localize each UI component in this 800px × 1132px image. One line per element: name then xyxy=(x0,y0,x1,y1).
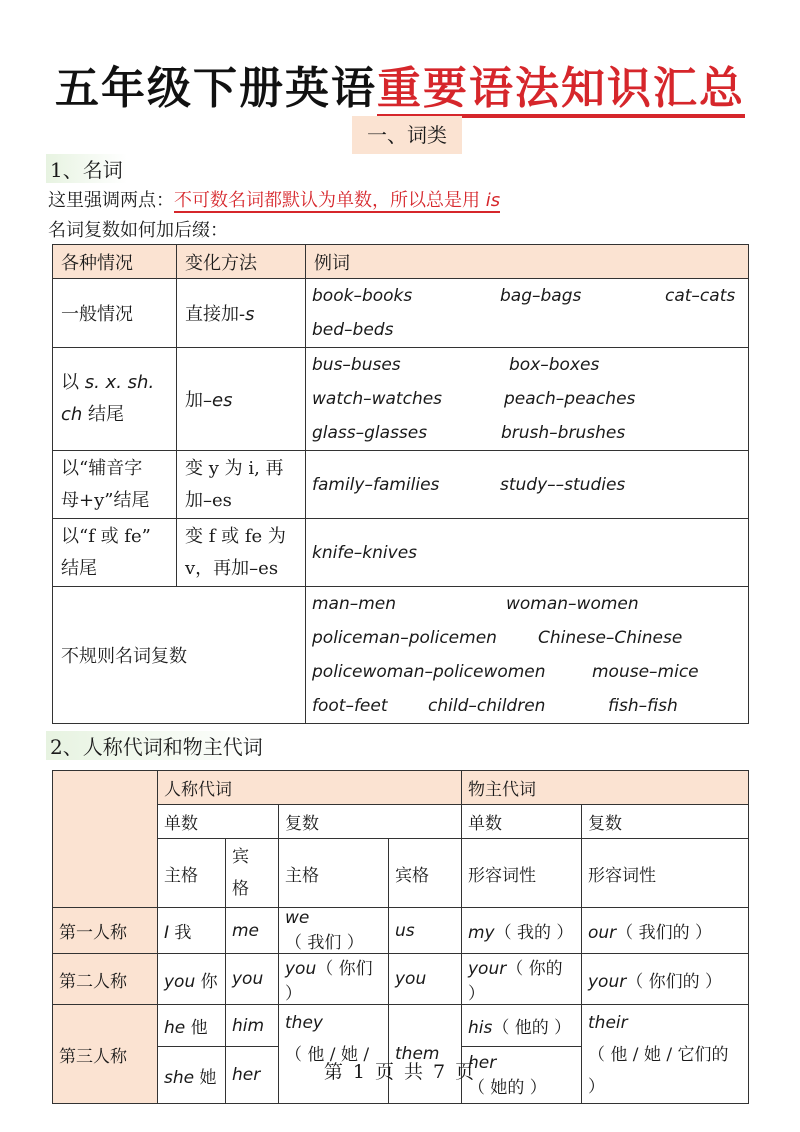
example-word: woman–women xyxy=(506,594,639,614)
examples-cell xyxy=(306,279,749,348)
emphasis-note xyxy=(48,186,500,212)
example-word: mouse–mice xyxy=(592,662,699,682)
example-word: Chinese–Chinese xyxy=(538,628,683,648)
pronoun-en: my xyxy=(468,923,495,943)
example-word: child–children xyxy=(428,696,546,716)
example-word: policewoman–policewomen xyxy=(312,662,546,682)
example-line xyxy=(306,416,748,450)
nouns-heading: 1、名词 xyxy=(46,154,127,183)
method-cell xyxy=(177,279,306,348)
pronoun-cn: 她 xyxy=(194,1067,217,1088)
case-text: 以“辅音字 xyxy=(61,457,143,479)
case-text: 结尾 xyxy=(61,557,97,579)
method-text: 直接加- xyxy=(185,304,246,325)
title-highlight: 重要语法知识汇总 xyxy=(377,63,745,118)
example-line xyxy=(306,689,748,723)
case-text: 母+y”结尾 xyxy=(61,489,150,511)
header-case: 各种情况 xyxy=(53,245,177,279)
method-suffix: es xyxy=(212,390,233,411)
group-header-row xyxy=(53,771,749,805)
table-row xyxy=(53,519,749,587)
pronoun-en: we xyxy=(285,908,310,928)
possessive-pronoun-header: 物主代词 xyxy=(462,771,749,805)
example-word: watch–watches xyxy=(312,389,443,409)
table-row xyxy=(53,587,749,724)
example-line xyxy=(306,587,748,621)
example-word: fish–fish xyxy=(608,696,678,716)
table-header-row xyxy=(53,245,749,279)
emphasis-red-is: is xyxy=(485,190,501,211)
example-word: knife–knives xyxy=(312,542,418,563)
number-header-row xyxy=(53,805,749,839)
object-case-header-split: 宾 格 xyxy=(226,839,279,908)
example-word: bag–bags xyxy=(500,286,582,306)
example-line xyxy=(306,536,748,570)
method-cell xyxy=(177,519,306,587)
pronoun-cell xyxy=(582,908,749,954)
pronoun-cn: （ 他 / 她 / 它们的 ） xyxy=(588,1045,729,1097)
singular-header: 单数 xyxy=(158,805,279,839)
noun-plural-table xyxy=(52,244,749,724)
possessive-plural-header: 复数 xyxy=(582,805,749,839)
method-text: 变 y 为 i, 再 xyxy=(185,457,284,479)
pronoun-cell: them xyxy=(389,1005,462,1104)
pronoun-cn: （ 我们 ） xyxy=(285,933,364,953)
pronoun-cell: us xyxy=(389,908,462,954)
example-line xyxy=(306,279,748,313)
pronoun-en: her xyxy=(468,1052,497,1073)
example-line xyxy=(306,655,748,689)
section-heading-word-classes: 一、词类 xyxy=(352,116,462,154)
example-word: study––studies xyxy=(500,474,626,495)
case-cell xyxy=(53,348,177,451)
pronoun-cell xyxy=(462,954,582,1005)
example-word: family–families xyxy=(312,474,440,495)
example-line xyxy=(306,621,748,655)
document-title xyxy=(0,52,800,116)
examples-cell xyxy=(306,587,749,724)
example-word: policeman–policemen xyxy=(312,628,497,648)
table-row xyxy=(53,954,749,1005)
case-cell xyxy=(53,451,177,519)
case-cell: 一般情况 xyxy=(53,279,177,348)
table-row xyxy=(53,451,749,519)
case-text: 以 xyxy=(61,372,85,393)
pronoun-cn: （ 你们 ） xyxy=(285,959,373,1004)
method-text: 变 f 或 fe 为 xyxy=(185,525,286,547)
method-text: v，再加–es xyxy=(185,557,279,579)
row-label: 第一人称 xyxy=(53,908,158,954)
example-word: brush–brushes xyxy=(501,423,626,443)
plural-subject-header: 主格 xyxy=(279,839,389,908)
case-cell xyxy=(53,519,177,587)
pronoun-cn: （ 我们的 ） xyxy=(616,923,712,943)
pronouns-heading: 2、人称代词和物主代词 xyxy=(46,731,267,760)
row-label: 第二人称 xyxy=(53,954,158,1005)
pronoun-cell xyxy=(582,954,749,1005)
case-text: 以“f 或 fe” xyxy=(61,525,151,547)
example-word: bed–beds xyxy=(312,320,394,340)
method-suffix: s xyxy=(245,304,255,325)
example-word: cat–cats xyxy=(665,286,736,306)
header-examples: 例词 xyxy=(306,245,749,279)
pronoun-cell: you xyxy=(389,954,462,1005)
corner-cell xyxy=(53,771,158,908)
pronoun-cell xyxy=(279,908,389,954)
example-word: glass–glasses xyxy=(312,423,428,443)
plural-header: 复数 xyxy=(279,805,462,839)
pronoun-cn: （ 你的 ） xyxy=(468,959,563,1004)
pronoun-cell xyxy=(582,1005,749,1104)
example-word: book–books xyxy=(312,286,413,306)
example-word: foot–feet xyxy=(312,696,388,716)
example-line xyxy=(306,382,748,416)
example-word: peach–peaches xyxy=(504,389,636,409)
page-footer: 第 1 页 共 7 页 xyxy=(323,1061,477,1083)
title-plain: 五年级下册英语 xyxy=(55,63,377,114)
case-letters: s. x. sh. xyxy=(84,372,155,393)
pronoun-cell xyxy=(158,954,226,1005)
case-text-end: 结尾 xyxy=(82,404,125,425)
plural-intro: 名词复数如何加后缀： xyxy=(48,220,228,241)
plural-object-header: 宾格 xyxy=(389,839,462,908)
pronoun-en: our xyxy=(588,923,617,943)
header-method: 变化方法 xyxy=(177,245,306,279)
method-cell xyxy=(177,348,306,451)
pronoun-cell xyxy=(462,908,582,954)
pronoun-cn: 他 xyxy=(185,1018,208,1039)
pronoun-cn: 你 xyxy=(195,971,218,992)
pronoun-cell xyxy=(158,1005,226,1047)
subject-case-header: 主格 xyxy=(158,839,226,908)
emphasis-prefix: 这里强调两点： xyxy=(48,190,174,211)
pronoun-cell: him xyxy=(226,1005,279,1047)
example-line xyxy=(306,348,748,382)
table-row xyxy=(53,908,749,954)
possessive-singular-header: 单数 xyxy=(462,805,582,839)
examples-cell xyxy=(306,451,749,519)
pronoun-en: your xyxy=(468,959,507,979)
case-cell: 不规则名词复数 xyxy=(53,587,306,724)
case-header-row xyxy=(53,839,749,908)
pronoun-cell xyxy=(279,954,389,1005)
emphasis-red-text xyxy=(174,190,500,213)
pronoun-en: you xyxy=(164,971,196,992)
pronoun-en: I xyxy=(164,923,170,943)
adjectival-header: 形容词性 xyxy=(462,839,582,908)
pronoun-cn: （ 你们的 ） xyxy=(626,971,723,992)
pronoun-en: he xyxy=(164,1018,186,1039)
emphasis-red-main: 不可数名词都默认为单数，所以总是用 xyxy=(174,190,486,211)
example-word: man–men xyxy=(312,594,397,614)
pronoun-en: his xyxy=(468,1018,493,1039)
method-cell xyxy=(177,451,306,519)
case-letters-ch: ch xyxy=(61,404,83,425)
example-line xyxy=(306,468,748,502)
row-label: 第三人称 xyxy=(53,1005,158,1104)
personal-pronoun-header: 人称代词 xyxy=(158,771,462,805)
pronoun-en: you xyxy=(285,959,317,979)
pronoun-en: they xyxy=(285,1013,323,1033)
pronoun-en: their xyxy=(588,1013,628,1033)
pronoun-cell: me xyxy=(226,908,279,954)
pronoun-cell xyxy=(462,1005,582,1047)
pronoun-cell xyxy=(158,908,226,954)
method-text: 加– xyxy=(185,390,212,411)
method-text: 加–es xyxy=(185,489,232,511)
pronoun-en: she xyxy=(164,1067,195,1088)
example-word: box–boxes xyxy=(509,355,600,375)
examples-cell xyxy=(306,519,749,587)
pronoun-table xyxy=(52,770,749,1104)
pronoun-cn: （ 他的 ） xyxy=(492,1018,572,1039)
pronoun-cn: （ 我的 ） xyxy=(494,923,574,943)
examples-cell xyxy=(306,348,749,451)
example-word: bus–buses xyxy=(312,355,401,375)
table-row xyxy=(53,279,749,348)
pronoun-cn: （ 他 / 她 / xyxy=(285,1045,370,1065)
pronoun-cell xyxy=(279,1005,389,1104)
table-row xyxy=(53,1005,749,1047)
pronoun-cn: 我 xyxy=(169,923,192,943)
pronoun-cell: you xyxy=(226,954,279,1005)
pronoun-en: your xyxy=(588,971,627,992)
example-line xyxy=(306,313,748,347)
adjectival-header: 形容词性 xyxy=(582,839,749,908)
table-row xyxy=(53,348,749,451)
pronoun-cn: （ 她的 ） xyxy=(468,1077,547,1098)
pronoun-cell: her xyxy=(226,1047,279,1104)
